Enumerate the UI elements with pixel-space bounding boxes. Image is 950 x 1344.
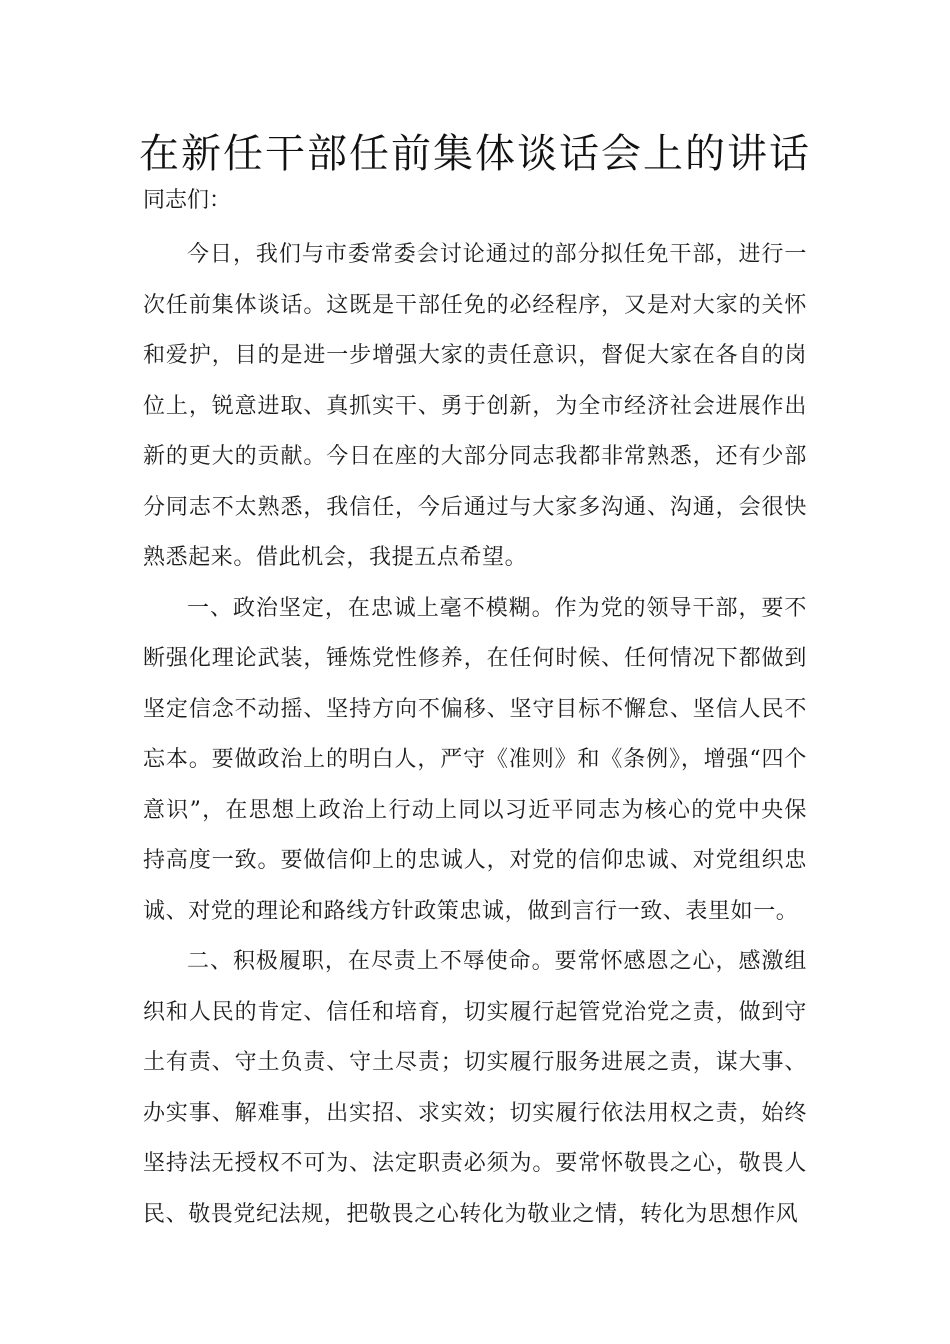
paragraph-point-two: 二、积极履职，在尽责上不辱使命。要常怀感恩之心，感激组织和人民的肯定、信任和培育，切实履行起管党治党之责，做到守土有责、守土负责、守土尽责；切实履行服务进展之责，谋大事、办实事、解难事，出实招、求实效；切实履行依法用权之责，始终坚持法无授权不可为、法定职责必须为。要常怀敬畏之心，敬畏人民、敬畏党纪法规，把敬畏之心转化为敬业之情，转化为思想作风 [143, 949, 807, 1227]
document-body [143, 230, 807, 1240]
paragraph-point-one: 一、政治坚定，在忠诚上毫不模糊。作为党的领导干部，要不断强化理论武装，锤炼党性修养，在任何时候、任何情况下都做到坚定信念不动摇、坚持方向不偏移、坚守目标不懈怠、坚信人民不忘本。要做政治上的明白人，严守《准则》和《条例》，增强“四个意识”，在思想上政治上行动上同以习近平同志为核心的党中央保持高度一致。要做信仰上的忠诚人，对党的信仰忠诚、对党组织忠诚、对党的理论和路线方针政策忠诚，做到言行一致、表里如一。 [143, 595, 807, 924]
document-title: 在新任干部任前集体谈话会上的讲话 [139, 131, 811, 177]
paragraph-opening: 今日，我们与市委常委会讨论通过的部分拟任免干部，进行一次任前集体谈话。这既是干部任免的必经程序，又是对大家的关怀和爱护，目的是进一步增强大家的责任意识，督促大家在各自的岗位上，锐意进取、真抓实干、勇于创新，为全市经济社会进展作出新的更大的贡献。今日在座的大部分同志我都非常熟悉，还有少部分同志不太熟悉，我信任，今后通过与大家多沟通、沟通，会很快熟悉起来。借此机会，我提五点希望。 [143, 242, 807, 570]
salutation: 同志们： [143, 188, 232, 213]
